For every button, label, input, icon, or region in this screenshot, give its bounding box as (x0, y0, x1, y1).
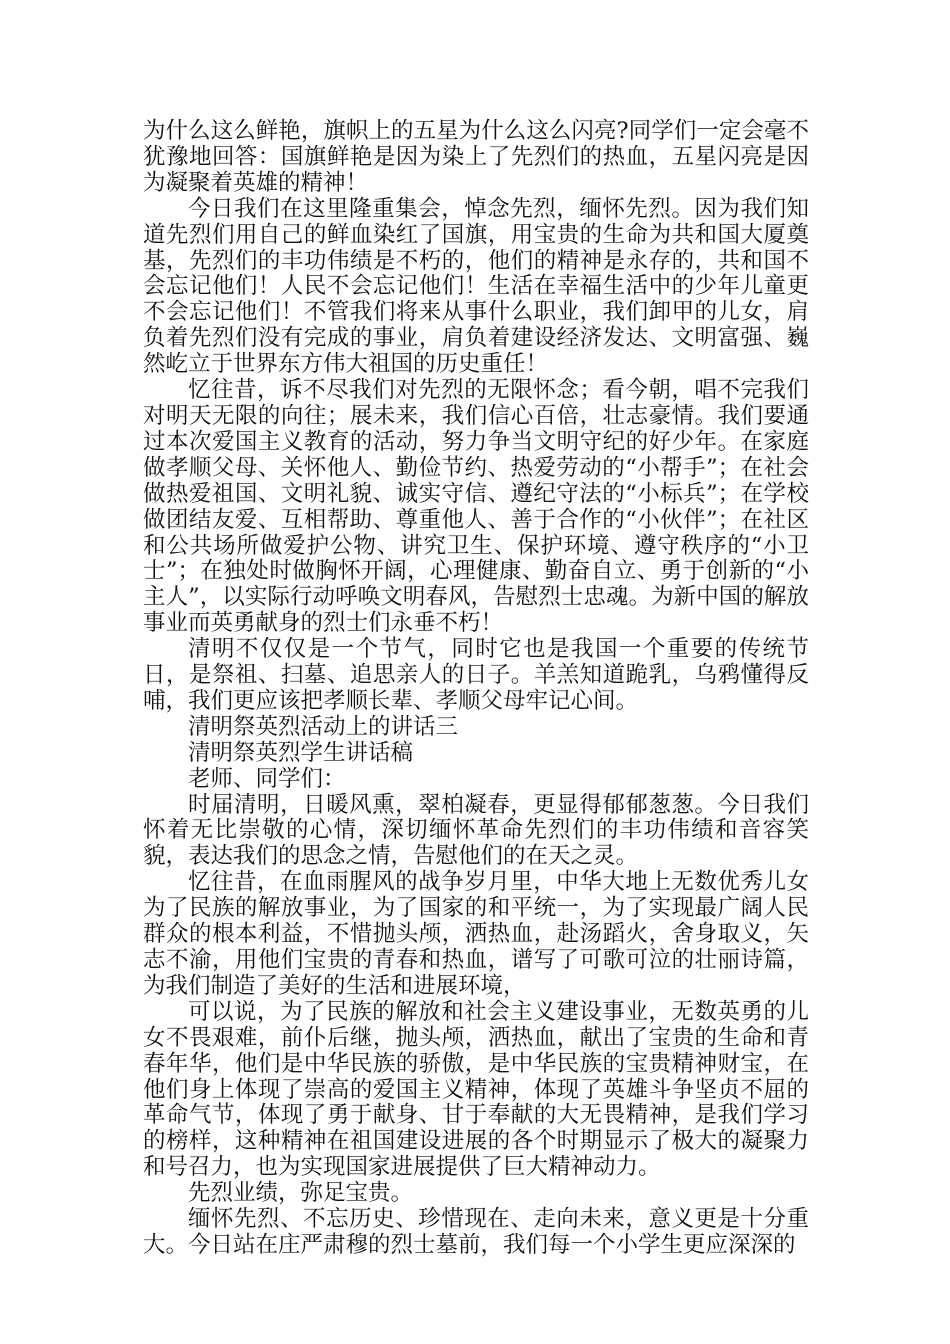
paragraph-8: 时届清明，日暖风熏，翠柏凝春，更显得郁郁葱葱。今日我们怀着无比崇敬的心情，深切缅怀革命先烈们的丰功伟绩和音容笑貌，表达我们的思念之情，告慰他们的在天之灵。 (143, 791, 809, 870)
paragraph-4: 清明不仅仅是一个节气，同时它也是我国一个重要的传统节日，是祭祖、扫墓、追思亲人的日子。羊羔知道跪乳，乌鸦懂得反哺，我们更应该把孝顺长辈、孝顺父母牢记心间。 (143, 636, 809, 714)
salutation: 老师、同学们： (188, 765, 346, 792)
paragraph-3: 忆往昔，诉不尽我们对先烈的无限怀念；看今朝，唱不完我们对明天无限的向往；展未来，我们信心百倍，壮志豪情。我们要通过本次爱国主义教育的活动，努力争当文明守纪的好少年。在家庭做孝顺父母、关怀他人、勤俭节约、热爱劳动的“小帮手”；在社会做热爱祖国、文明礼貌、诚实守信、遵纪守法的“小标兵”；在学校做团结友爱、互相帮助、尊重他人、善于合作的“小伙伴”；在社区和公共场所做爱护公物、讲究卫生、保护环境、遵守秩序的“小卫士”；在独处时做胸怀开阔，心理健康、勤奋自立、勇于创新的“小主人”，以实际行动呼唤文明春风，告慰烈士忠魂。为新中国的解放事业而英勇献身的烈士们永垂不朽！ (143, 377, 809, 637)
document-body (143, 119, 809, 1259)
paragraph-11: 先烈业绩，弥足宝贵。 (188, 1180, 414, 1207)
speech-title: 清明祭英烈学生讲话稿 (188, 739, 414, 766)
paragraph-9: 忆往昔，在血雨腥风的战争岁月里，中华大地上无数优秀儿女为了民族的解放事业，为了国家的和平统一，为了实现最广阔人民群众的根本利益，不惜抛头颅，洒热血，赴汤蹈火，舍身取义，矢志不渝，用他们宝贵的青春和热血，谱写了可歌可泣的壮丽诗篇，为我们制造了美好的生活和进展环境， (143, 869, 809, 999)
paragraph-12: 缅怀先烈、不忘历史、珍惜现在、走向未来，意义更是十分重大。今日站在庄严肃穆的烈士墓前，我们每一个小学生更应深深的 (143, 1206, 809, 1258)
section-title: 清明祭英烈活动上的讲话三 (188, 713, 459, 740)
paragraph-2: 今日我们在这里隆重集会，悼念先烈，缅怀先烈。因为我们知道先烈们用自己的鲜血染红了国旗，用宝贵的生命为共和国大厦奠基，先烈们的丰功伟绩是不朽的，他们的精神是永存的，共和国不会忘记他们！人民不会忘记他们！生活在幸福生活中的少年儿童更不会忘记他们！不管我们将来从事什么职业，我们卸甲的儿女，肩负着先烈们没有完成的事业，肩负着建设经济发达、文明富强、巍然屹立于世界东方伟大祖国的历史重任！ (143, 195, 809, 378)
paragraph-1: 为什么这么鲜艳，旗帜上的五星为什么这么闪亮?同学们一定会毫不犹豫地回答：国旗鲜艳是因为染上了先烈们的热血，五星闪亮是因为凝聚着英雄的精神！ (143, 118, 809, 196)
paragraph-10: 可以说，为了民族的解放和社会主义建设事业，无数英勇的儿女不畏艰难，前仆后继，抛头颅，洒热血，献出了宝贵的生命和青春年华，他们是中华民族的骄傲，是中华民族的宝贵精神财宝，在他们身上体现了崇高的爱国主义精神，体现了英雄斗争坚贞不屈的革命气节，体现了勇于献身、甘于奉献的大无畏精神，是我们学习的榜样，这种精神在祖国建设进展的各个时期显示了极大的凝聚力和号召力，也为实现国家进展提供了巨大精神动力。 (143, 998, 809, 1181)
